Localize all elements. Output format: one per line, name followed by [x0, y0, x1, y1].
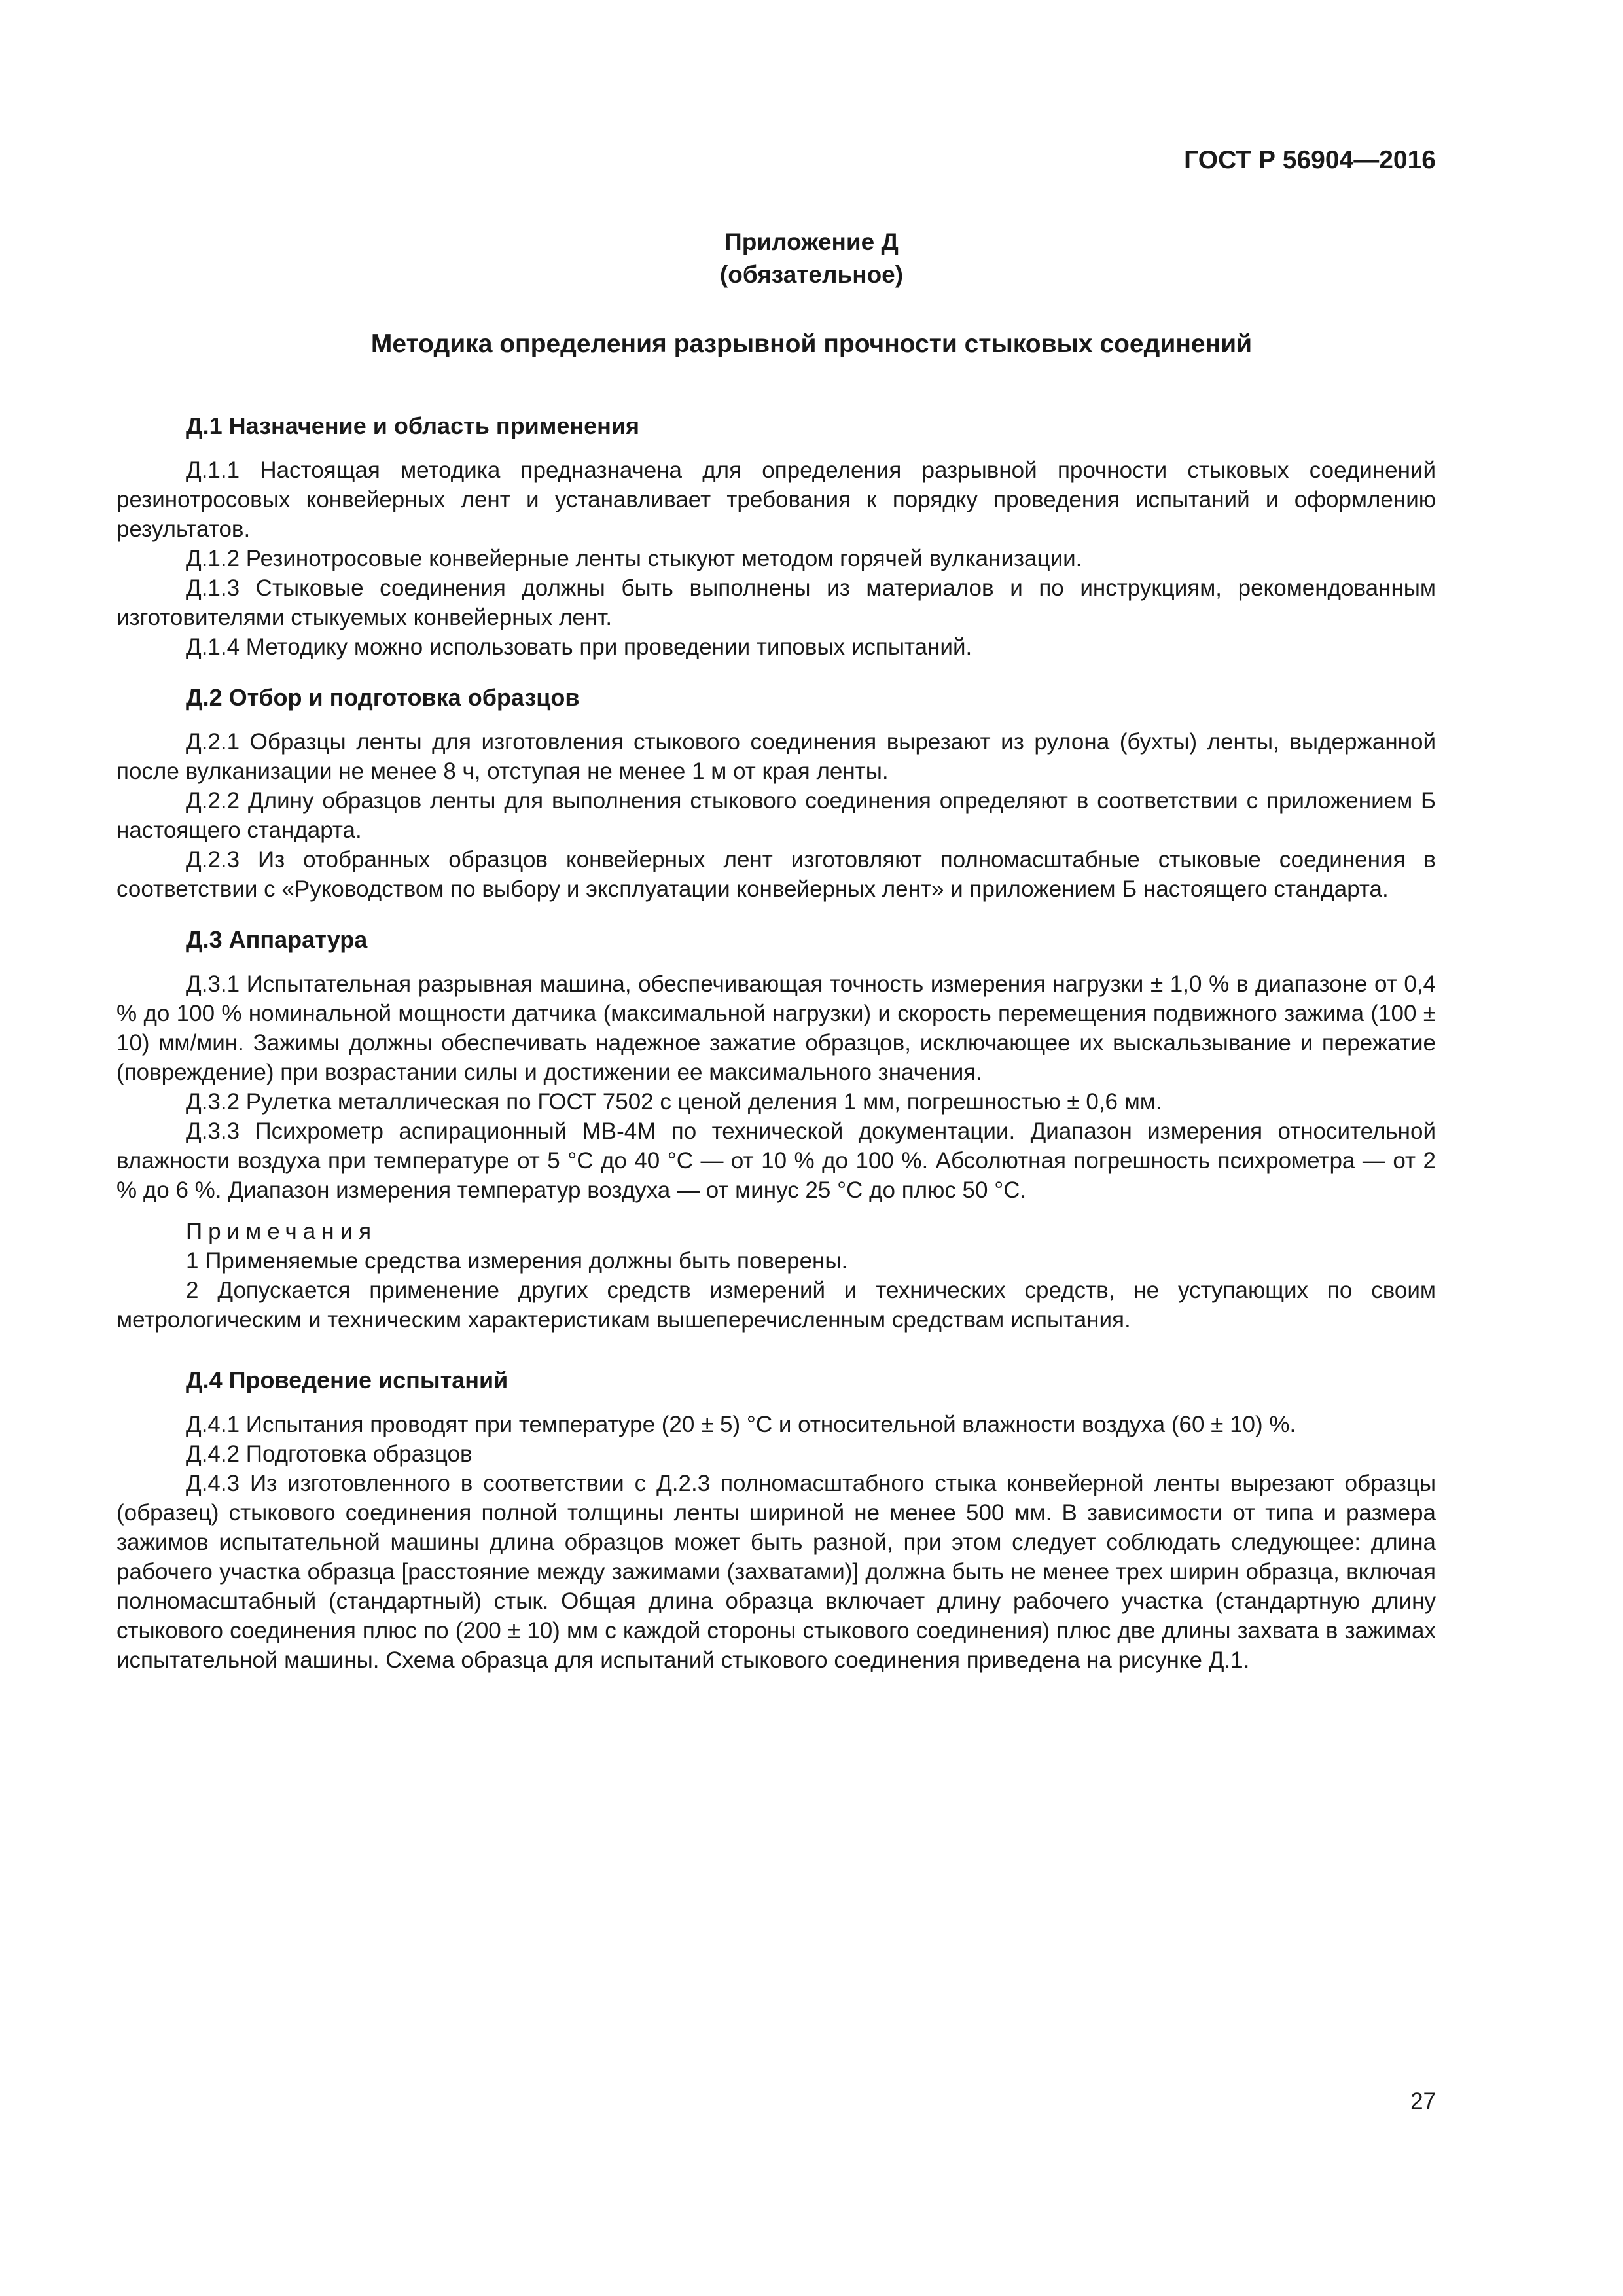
section-d4	[116, 1364, 1436, 1675]
paragraph: Д.1.1 Настоящая методика предназначена для определения разрывной прочности стыковых соединений резинотросовых конвейерных лент и устанавливает требования к порядку проведения испытаний и оформлению результатов.	[116, 457, 1436, 542]
note-item: 2 Допускается применение других средств измерений и технических средств, не уступающих по своим метрологическим и техническим характеристикам вышеперечисленным средствам испытания.	[116, 1278, 1436, 1333]
note-item: 1 Применяемые средства измерения должны быть поверены.	[186, 1248, 848, 1274]
paragraph: Д.2.1 Образцы ленты для изготовления стыкового соединения вырезают из рулона (бухты) ленты, выдержанной после вулканизации не менее 8 ч, отступая не менее 1 м от края ленты.	[116, 729, 1436, 784]
paragraph: Д.1.2 Резинотросовые конвейерные ленты стыкуют методом горячей вулканизации.	[186, 546, 1082, 571]
document-body	[116, 410, 1436, 1675]
paragraph: Д.3.3 Психрометр аспирационный МВ-4М по технической документации. Диапазон измерения относительной влажности воздуха при температуре от 5 °С до 40 °С — от 10 % до 100 %. Абсолютная погрешность психрометра — от 2 % до 6 %. Диапазон измерения температур воздуха — от минус 25 °С до плюс 50 °С.	[116, 1119, 1436, 1203]
paragraph: Д.3.2 Рулетка металлическая по ГОСТ 7502 с ценой деления 1 мм, погрешностью ± 0,6 мм.	[186, 1089, 1162, 1115]
annex-label: Приложение Д	[724, 228, 899, 255]
section-heading: Д.1 Назначение и область применения	[186, 412, 640, 439]
section-heading: Д.3 Аппаратура	[186, 926, 368, 953]
paragraph: Д.3.1 Испытательная разрывная машина, обеспечивающая точность измерения нагрузки ± 1,0 % в диапазоне от 0,4 % до 100 % номинальной мощности датчика (максимальной нагрузки) и скорость перемещения подвижного зажима (100 ± 10) мм/мин. Зажимы должны обеспечивать надежное зажатие образцов, исключающее их выскальзывание и пережатие (повреждение) при возрастании силы и достижении ее максимального значения.	[116, 971, 1436, 1085]
paragraph: Д.4.1 Испытания проводят при температуре (20 ± 5) °С и относительной влажности воздуха (60 ± 10) %.	[186, 1412, 1296, 1437]
paragraph: Д.2.2 Длину образцов ленты для выполнения стыкового соединения определяют в соответствии с приложением Б настоящего стандарта.	[116, 788, 1436, 843]
annex-title: Методика определения разрывной прочности стыковых соединений	[370, 330, 1253, 358]
document-code: ГОСТ Р 56904—2016	[1184, 146, 1436, 174]
section-d3	[116, 924, 1436, 1335]
section-heading: Д.4 Проведение испытаний	[186, 1367, 508, 1393]
page-number: 27	[1410, 2089, 1436, 2114]
paragraph: Д.1.4 Методику можно использовать при проведении типовых испытаний.	[186, 634, 972, 660]
section-d2	[116, 681, 1436, 904]
section-d1	[116, 410, 1436, 662]
paragraph: Д.4.2 Подготовка образцов	[186, 1441, 473, 1467]
annex-header	[0, 226, 1623, 291]
section-heading: Д.2 Отбор и подготовка образцов	[186, 684, 580, 711]
annex-status: (обязательное)	[719, 261, 904, 288]
notes-label: Примечания	[186, 1219, 378, 1244]
paragraph: Д.4.3 Из изготовленного в соответствии с Д.2.3 полномасштабного стыка конвейерной ленты вырезают образцы (образец) стыкового соединения полной толщины ленты шириной не менее 500 мм. В зависимости от типа и размера зажимов испытательной машины длина образцов может быть разной, при этом следует соблюдать следующее: длина рабочего участка образца [расстояние между зажимами (захватами)] должна быть не менее трех ширин образца, включая полномасштабный (стандартный) стык. Общая длина образца включает длину рабочего участка (стандартную длину стыкового соединения плюс по (200 ± 10) мм с каждой стороны стыкового соединения) плюс две длины захвата в зажимах испытательной машины. Схема образца для испытаний стыкового соединения приведена на рисунке Д.1.	[116, 1471, 1436, 1673]
paragraph: Д.2.3 Из отобранных образцов конвейерных лент изготовляют полномасштабные стыковые соединения в соответствии с «Руководством по выбору и эксплуатации конвейерных лент» и приложением Б настоящего стандарта.	[116, 847, 1436, 902]
paragraph: Д.1.3 Стыковые соединения должны быть выполнены из материалов и по инструкциям, рекомендованным изготовителями стыкуемых конвейерных лент.	[116, 575, 1436, 630]
